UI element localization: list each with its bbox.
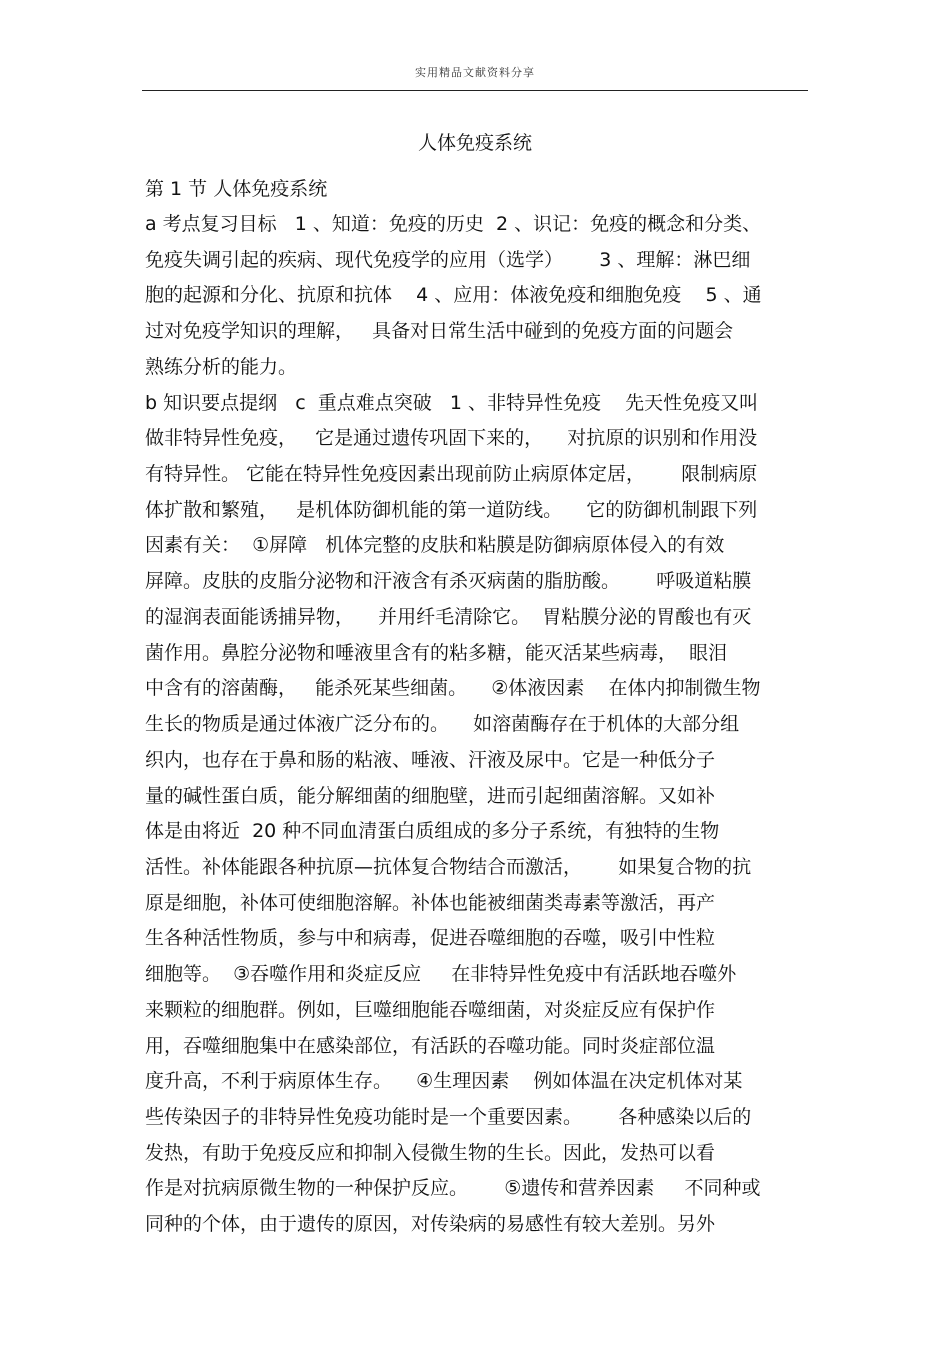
- text-line: 的湿润表面能诱捕异物， 并用纤毛清除它。 胃粘膜分泌的胃酸也有灭: [145, 605, 752, 628]
- text-line: 原是细胞，补体可使细胞溶解。补体也能被细菌类毒素等激活，再产: [145, 891, 716, 914]
- text-line: 发热，有助于免疫反应和抑制入侵微生物的生长。因此，发热可以看: [145, 1141, 716, 1164]
- text-line: 体扩散和繁殖， 是机体防御机能的第一道防线。 它的防御机制跟下列: [145, 498, 758, 521]
- section-heading: 第 1 节 人体免疫系统: [145, 178, 328, 200]
- text-line: 熟练分析的能力。: [145, 355, 298, 378]
- document-title: 人体免疫系统: [417, 132, 532, 154]
- text-line: b 知识要点提纲 c 重点难点突破 1 、非特异性免疫 先天性免疫又叫: [145, 391, 759, 414]
- text-line: 作是对抗病原微生物的一种保护反应。 ⑤遗传和营养因素 不同种或: [145, 1177, 761, 1200]
- text-line: 胞的起源和分化、抗原和抗体 4 、应用：体液免疫和细胞免疫 5 、通: [145, 284, 762, 307]
- text-line: 生长的物质是通过体液广泛分布的。 如溶菌酶存在于机体的大部分组: [145, 713, 740, 736]
- running-header: 实用精品文献资料分享: [415, 66, 535, 79]
- text-line: 中含有的溶菌酶， 能杀死某些细菌。 ②体液因素 在体内抑制微生物: [145, 677, 761, 700]
- text-line: 活性。补体能跟各种抗原—抗体复合物结合而激活， 如果复合物的抗: [145, 855, 752, 878]
- text-line: 些传染因子的非特异性免疫功能时是一个重要因素。 各种感染以后的: [145, 1105, 752, 1128]
- text-line: 菌作用。鼻腔分泌物和唾液里含有的粘多糖，能灭活某些病毒， 眼泪: [145, 641, 728, 664]
- text-line: 过对免疫学知识的理解， 具备对日常生活中碰到的免疫方面的问题会: [145, 320, 734, 343]
- header-divider: [142, 90, 808, 91]
- text-line: 量的碱性蛋白质，能分解细菌的细胞壁，进而引起细菌溶解。又如补: [145, 784, 716, 807]
- text-line: 细胞等。 ③吞噬作用和炎症反应 在非特异性免疫中有活跃地吞噬外: [145, 963, 737, 986]
- text-line: 来颗粒的细胞群。例如，巨噬细胞能吞噬细菌，对炎症反应有保护作: [145, 998, 716, 1021]
- text-line: 用，吞噬细胞集中在感染部位，有活跃的吞噬功能。同时炎症部位温: [145, 1034, 716, 1057]
- text-line: 生各种活性物质，参与中和病毒，促进吞噬细胞的吞噬，吸引中性粒: [145, 927, 716, 950]
- text-line: 因素有关： ①屏障 机体完整的皮肤和粘膜是防御病原体侵入的有效: [145, 534, 725, 557]
- text-line: a 考点复习目标 1 、知道：免疫的历史 2 、识记：免疫的概念和分类、: [145, 213, 762, 235]
- text-line: 度升高，不利于病原体生存。 ④生理因素 例如体温在决定机体对某: [145, 1070, 743, 1093]
- text-line: 屏障。皮肤的皮脂分泌物和汗液含有杀灭病菌的脂肪酸。 呼吸道粘膜: [145, 570, 752, 593]
- text-line: 同种的个体，由于遗传的原因，对传染病的易感性有较大差别。另外: [145, 1213, 716, 1236]
- text-line: 做非特异性免疫， 它是通过遗传巩固下来的， 对抗原的识别和作用没: [145, 427, 758, 450]
- text-line: 有特异性。 它能在特异性免疫因素出现前防止病原体定居， 限制病原: [145, 463, 758, 486]
- text-line: 免疫失调引起的疾病、现代免疫学的应用（选学） 3 、理解：淋巴细: [145, 248, 751, 271]
- body-text: [145, 207, 810, 1243]
- text-line: 织内，也存在于鼻和肠的粘液、唾液、汗液及尿中。它是一种低分子: [145, 748, 716, 771]
- text-line: 体是由将近 20 种不同血清蛋白质组成的多分子系统，有独特的生物: [145, 820, 720, 843]
